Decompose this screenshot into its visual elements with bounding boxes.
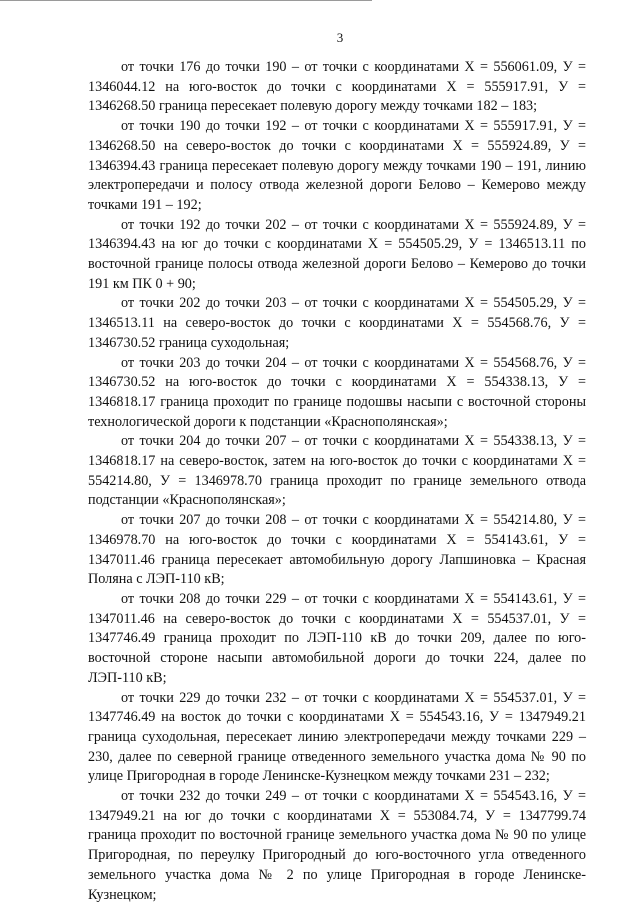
boundary-paragraph: от точки 190 до точки 192 – от точки с координатами X = 555917.91, У = 1346268.50 на северо-восток до точки с координатами X = 555924.89, У = 1346394.43 граница пересекает полевую дорогу между точками 190 – 191, линию электропередачи и полосу отвода железной дороги Белово – Кемерово между точками 191 – 192; [88,118,586,213]
document-body [88,58,586,905]
boundary-paragraph: от точки 176 до точки 190 – от точки с координатами X = 556061.09, У = 1346044.12 на юго-восток до точки с координатами X = 555917.91, У = 1346268.50 граница пересекает полевую дорогу между точками 182 – 183; [88,59,586,115]
boundary-paragraph: от точки 229 до точки 232 – от точки с координатами X = 554537.01, У = 1347746.49 на восток до точки с координатами X = 554543.16, У = 1347949.21 граница суходольная, пересекает линию электропередачи между точками 229 – 230, далее по северной границе отведенного земельного участка дома № 90 по улице Пригородная в городе Ленинске-Кузнецком между точками 231 – 232; [88,689,586,785]
boundary-paragraph: от точки 202 до точки 203 – от точки с координатами X = 554505.29, У = 1346513.11 на северо-восток до точки с координатами X = 554568.76, У = 1346730.52 граница суходольная; [88,295,586,351]
boundary-paragraph: от точки 192 до точки 202 – от точки с координатами X = 555924.89, У = 1346394.43 на юг до точки с координатами X = 554505.29, У = 1346513.11 по восточной границе полосы отвода железной дороги Белово – Кемерово до точки 191 км ПК 0 + 90; [88,216,586,292]
boundary-paragraph: от точки 207 до точки 208 – от точки с координатами X = 554214.80, У = 1346978.70 на юго-восток до точки с координатами X = 554143.61, У = 1347011.46 граница пересекает автомобильную дорогу Лапшиновка – Красная Поляна с ЛЭП-110 кВ; [88,512,586,588]
boundary-paragraph: от точки 203 до точки 204 – от точки с координатами X = 554568.76, У = 1346730.52 на юго-восток до точки с координатами X = 554338.13, У = 1346818.17 граница проходит по границе подошвы насыпи с восточной стороны технологической дороги к подстанции «Краснополянская»; [88,354,586,430]
page-number: 3 [336,30,344,45]
boundary-paragraph: от точки 208 до точки 229 – от точки с координатами X = 554143.61, У = 1347011.46 на северо-восток до точки с координатами X = 554537.01, У = 1347746.49 граница проходит по ЛЭП-110 кВ до точки 209, далее по юго-восточной стороне насыпи автомобильной дороги до точки 224, далее по ЛЭП-110 кВ; [88,590,586,686]
boundary-paragraph: от точки 232 до точки 249 – от точки с координатами X = 554543.16, У = 1347949.21 на юг до точки с координатами X = 553084.74, У = 1347799.74 граница проходит по восточной границе земельного участка дома № 90 по улице Пригородная, по переулку Пригородный до юго-восточного угла отведенного земельного участка дома № 2 по улице Пригородная в городе Ленинске-Кузнецком; [88,788,586,903]
top-scan-rule [0,0,372,1]
boundary-paragraph: от точки 204 до точки 207 – от точки с координатами X = 554338.13, У = 1346818.17 на северо-восток, затем на юго-восток до точки с координатами X = 554214.80, У = 1346978.70 граница проходит по границе земельного отвода подстанции «Краснополянская»; [88,433,586,509]
